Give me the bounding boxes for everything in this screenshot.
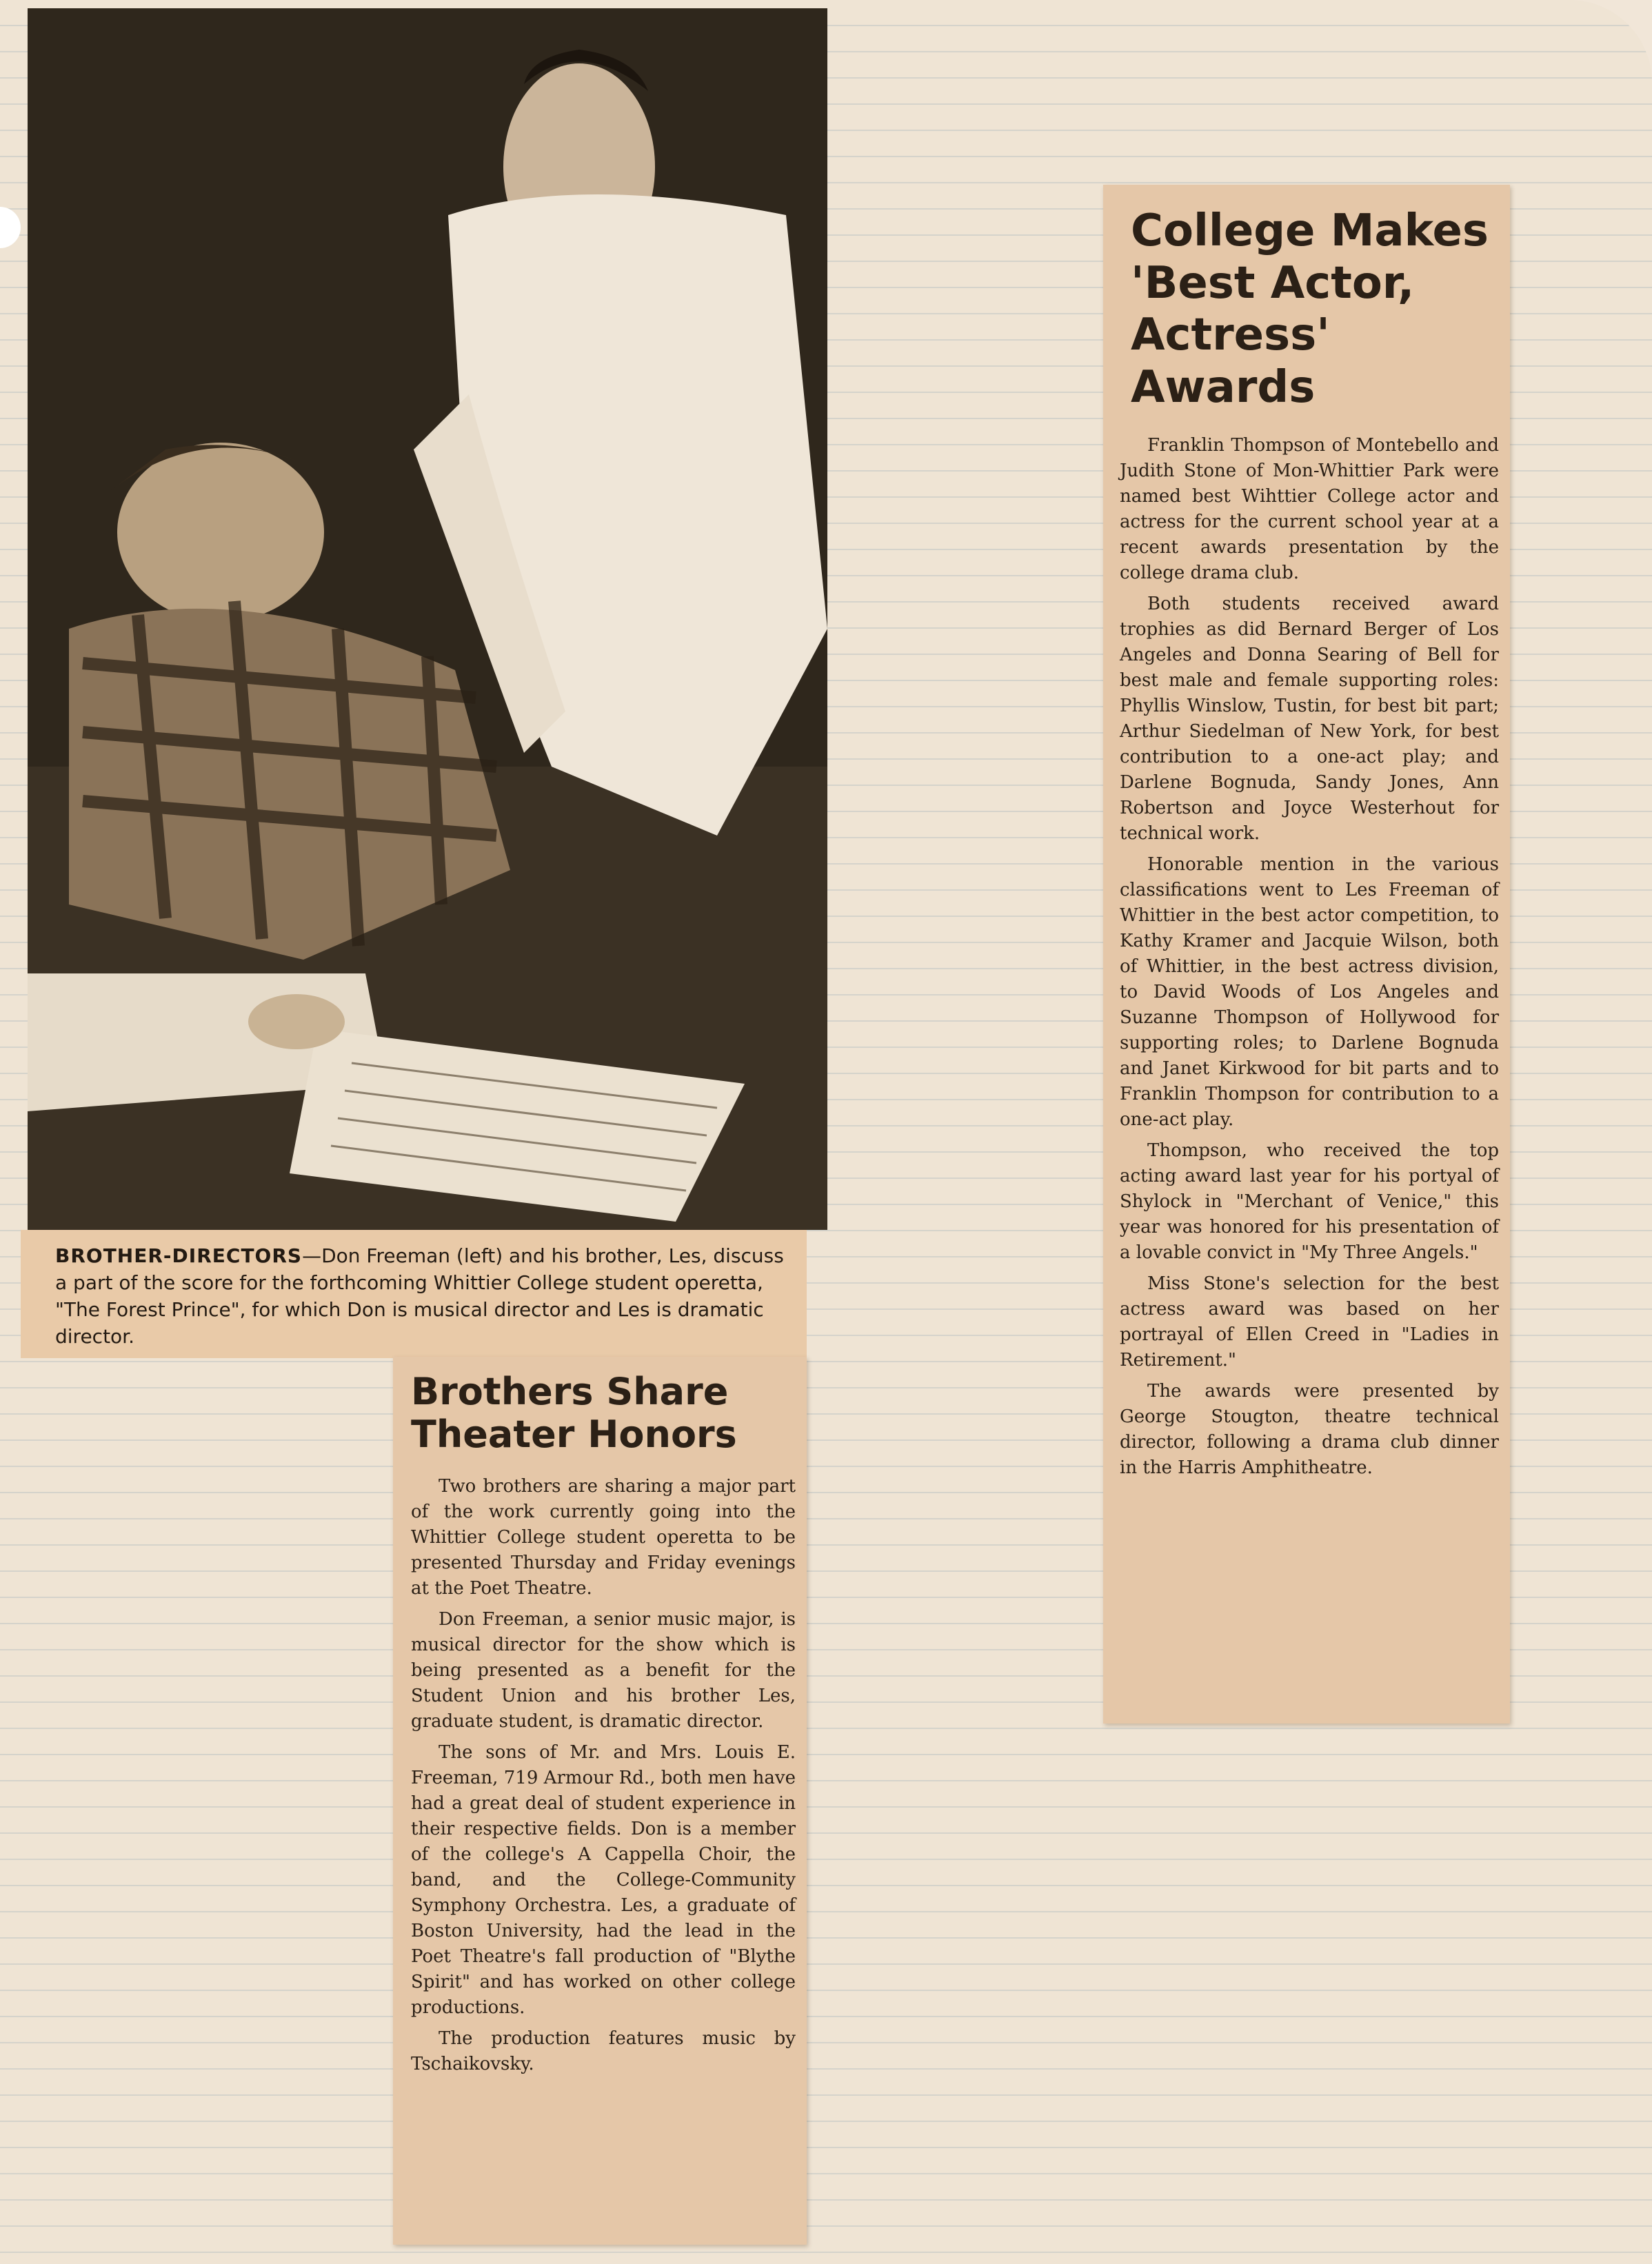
- headline-brothers: Brothers Share Theater Honors: [411, 1370, 737, 1457]
- paragraph: The awards were presented by George Stougton, theatre technical director, following a drama club dinner in the Harris Amphitheatre.: [1120, 1381, 1499, 1479]
- article-brothers-share: [393, 1357, 807, 2245]
- photo-illustration: [28, 8, 827, 1230]
- headline-awards: College Makes 'Best Actor, Actress' Awards: [1131, 205, 1489, 413]
- paragraph: Both students received award trophies as did Bernard Berger of Los Angeles and Donna Searing of Bell for best male and female supporting roles: Phyllis Winslow, Tustin, for best bit part; Arthur Siedelman of New York, for best contribution to a one-act play; and Darlene Bognuda, Sandy Jones, Ann Robertson and Joyce Westerhout for technical work.: [1120, 594, 1499, 845]
- paragraph: Thompson, who received the top acting award last year for his portyal of Shylock in "Merchant of Venice," this year was honored for his presentation of a lovable convict in "My Three Angels.": [1120, 1140, 1499, 1264]
- photo-caption: [21, 1230, 807, 1358]
- caption-lead: BROTHER-DIRECTORS: [55, 1244, 303, 1267]
- binder-hole: [0, 207, 21, 248]
- article-college-awards: [1103, 185, 1510, 1724]
- paragraph: Miss Stone's selection for the best actress award was based on her portrayal of Ellen Creed in "Ladies in Retirement.": [1120, 1273, 1499, 1371]
- paragraph: Franklin Thompson of Montebello and Judith Stone of Mon-Whittier Park were named best Wihttier College actor and actress for the current school year at a recent awards presentation by the college drama club.: [1120, 435, 1499, 584]
- paragraph: Don Freeman, a senior music major, is musical director for the show which is being presented as a benefit for the Student Union and his brother Les, graduate student, is dramatic director.: [411, 1609, 796, 1732]
- article-body-awards: [1120, 433, 1499, 1481]
- paragraph: Two brothers are sharing a major part of the work currently going into the Whittier College student operetta to be presented Thursday and Friday evenings at the Poet Theatre.: [411, 1476, 796, 1599]
- newspaper-photo: [28, 8, 827, 1230]
- paragraph: The sons of Mr. and Mrs. Louis E. Freeman, 719 Armour Rd., both men have had a great deal of student experience in their respective fields. Don is a member of the college's A Cappella Choir, the band, and the College-Community Symphony Orchestra. Les, a graduate of Boston University, had the lead in the Poet Theatre's fall production of "Blythe Spirit" and has worked on other college productions.: [411, 1742, 796, 2019]
- paragraph: The production features music by Tschaikovsky.: [411, 2028, 796, 2075]
- caption-text: —Don Freeman (left) and his brother, Les, discuss a part of the score for the forthcoming Whittier College student operetta, "The Forest Prince", for which Don is musical director and Les is dramatic director.: [55, 1244, 784, 1348]
- paragraph: Honorable mention in the various classifications went to Les Freeman of Whittier in the best actor competition, to Kathy Kramer and Jacquie Wilson, both of Whittier, in the best actress division, to David Woods of Los Angeles and Suzanne Thompson of Hollywood for supporting roles; to Darlene Bognuda and Janet Kirkwood for bit parts and to Franklin Thompson for contribution to a one-act play.: [1120, 854, 1499, 1131]
- article-body-brothers: [411, 1474, 796, 2077]
